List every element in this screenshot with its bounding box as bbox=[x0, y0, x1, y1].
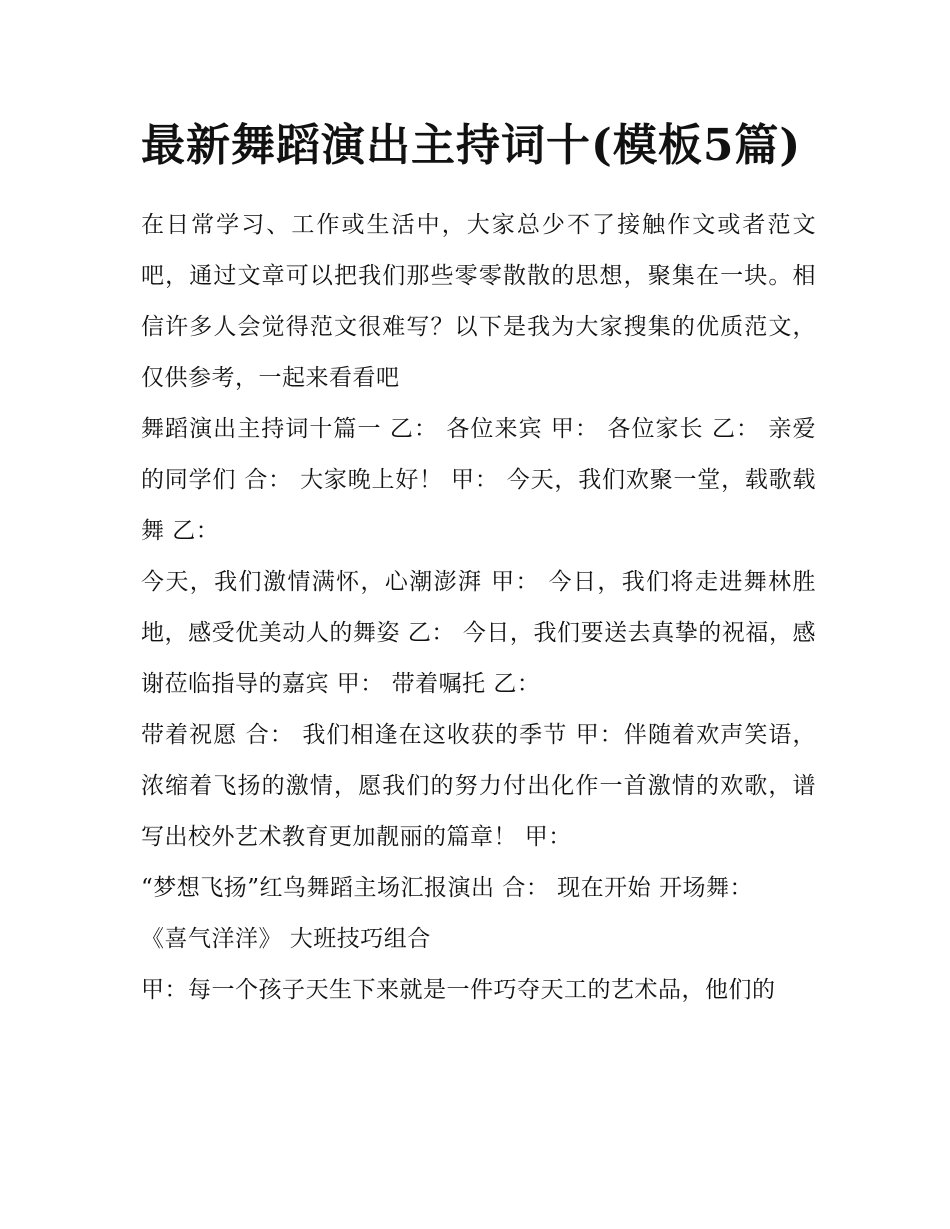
paragraph-show-start: “梦想飞扬”红鸟舞蹈主场汇报演出 合： 现在开始 开场舞： bbox=[141, 875, 753, 901]
paragraph-blessings: 带着祝愿 合： 我们相逢在这收获的季节 甲：伴随着欢声笑语，浓缩着飞扬的激情，愿我们的努力付出化作一首激情的欢歌，谱写出校外艺术教育更加靓丽的篇章！ 甲： bbox=[141, 722, 816, 850]
document-page bbox=[141, 110, 816, 1016]
paragraph-program-item: 《喜气洋洋》 大班技巧组合 bbox=[141, 926, 431, 952]
paragraph-children: 甲：每一个孩子天生下来就是一件巧夺天工的艺术品，他们的 bbox=[141, 977, 776, 1003]
paragraph-dance-forest: 今天，我们激情满怀，心潮澎湃 甲： 今日，我们将走进舞林胜地，感受优美动人的舞姿 乙： 今日，我们要送去真挚的祝福，感谢莅临指导的嘉宾 甲： 带着嘱托 乙： bbox=[141, 569, 816, 697]
document-body bbox=[141, 200, 816, 1016]
paragraph-intro: 在日常学习、工作或生活中，大家总少不了接触作文或者范文吧，通过文章可以把我们那些零零散散的思想，聚集在一块。相信许多人会觉得范文很难写？以下是我为大家搜集的优质范文，仅供参考，一起来看看吧 bbox=[141, 212, 816, 391]
document-title: 最新舞蹈演出主持词十(模板5篇) bbox=[141, 120, 802, 171]
paragraph-opening-greetings: 舞蹈演出主持词十篇一 乙： 各位来宾 甲： 各位家长 乙： 亲爱的同学们 合： 大家晚上好！ 甲： 今天，我们欢聚一堂，载歌载舞 乙： bbox=[141, 416, 816, 544]
